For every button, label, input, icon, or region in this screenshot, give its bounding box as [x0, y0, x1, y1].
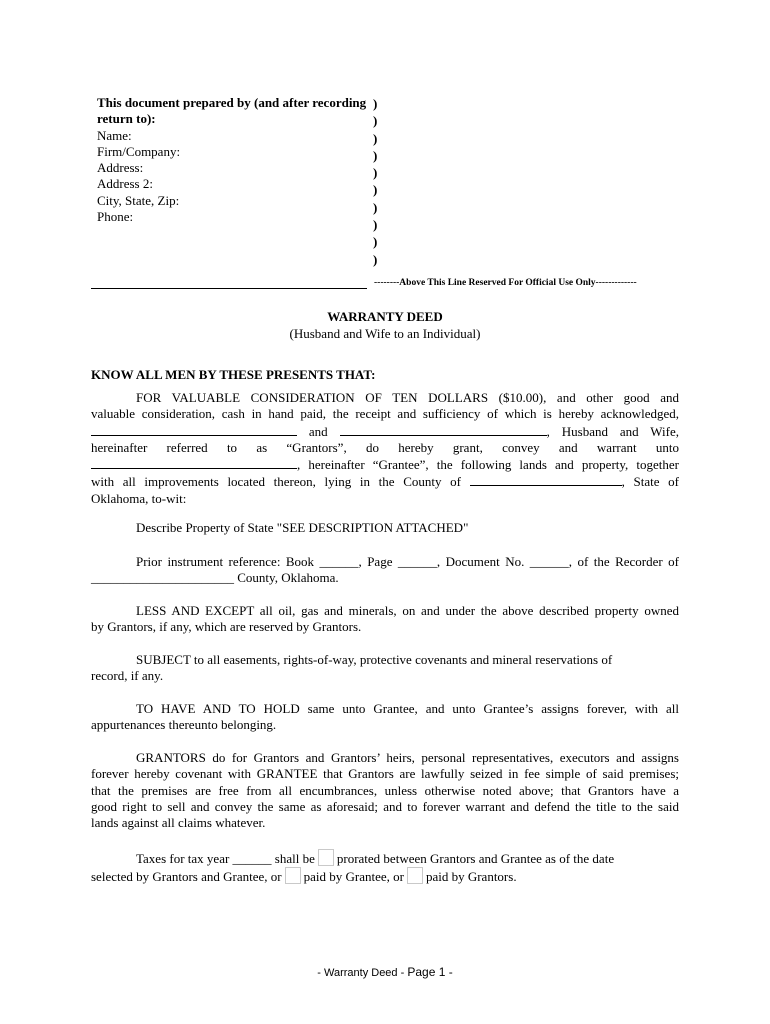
paren: ) — [373, 165, 378, 181]
page-footer — [0, 964, 770, 981]
paren: ) — [373, 217, 378, 233]
taxes-line-2 — [91, 867, 679, 885]
parenthesis-column — [373, 95, 385, 268]
prior-instrument-paragraph — [91, 554, 679, 587]
covenant-line-3: that the premises are free from all encumbrances, unless otherwise noted above; that Grantors have a — [91, 782, 679, 798]
preparer-block — [97, 95, 372, 225]
covenant-line-1: GRANTORS do for Grantors and Grantors’ heirs, personal representatives, executors and assigns — [136, 750, 679, 765]
prior-line-2: ______________________ County, Oklahoma. — [91, 570, 339, 586]
firm-company-label: Firm/Company: — [97, 143, 181, 159]
paid-by-grantors-text: paid by Grantors. — [425, 869, 517, 885]
grant-line-6 — [91, 473, 679, 490]
footer-page-number: Page 1 - — [407, 965, 453, 979]
less-line-2: by Grantors, if any, which are reserved by Grantors. — [91, 619, 362, 635]
grantee-text: , hereinafter “Grantee”, the following lands and property, together — [297, 457, 679, 473]
prorated-checkbox[interactable] — [318, 849, 334, 866]
grant-line-1: FOR VALUABLE CONSIDERATION OF TEN DOLLARS ($10.00), and other good and — [136, 390, 679, 405]
grantor-2-blank[interactable] — [340, 423, 547, 436]
husband-wife-text: , Husband and Wife, — [546, 423, 680, 439]
grant-line-4: hereinafter referred to as “Grantors”, do hereby grant, convey and warrant unto — [91, 439, 679, 455]
prepared-by-label: This document prepared by (and after recording return to): — [97, 95, 367, 127]
paren: ) — [373, 199, 378, 215]
covenant-paragraph — [91, 750, 679, 831]
habendum-line-1: TO HAVE AND TO HOLD same unto Grantee, and unto Grantee’s assigns forever, with all — [136, 701, 679, 716]
grantee-blank[interactable] — [91, 456, 297, 469]
covenant-line-5: lands against all claims whatever. — [91, 815, 266, 831]
covenant-line-2: forever hereby covenant with GRANTEE that Grantors are lawfully seized in fee simple of said premises; — [91, 766, 679, 782]
selected-text: selected by Grantors and Grantee, or — [91, 869, 282, 885]
subject-line-2: record, if any. — [91, 668, 164, 684]
official-use-line: --------Above This Line Reserved For Official Use Only------------- — [374, 278, 637, 288]
habendum-line-2: appurtenances thereunto belonging. — [91, 717, 277, 733]
footer-label: - Warranty Deed - — [317, 967, 405, 979]
and-text: and — [308, 423, 328, 439]
paren: ) — [373, 182, 378, 198]
covenant-line-4: good right to sell and convey the same as aforesaid; and to forever warrant and defend the title to the said — [91, 798, 679, 814]
grantor-1-blank[interactable] — [91, 423, 297, 436]
prorated-text: prorated between Grantors and Grantee as of the date — [336, 851, 615, 866]
know-all-men-heading: KNOW ALL MEN BY THESE PRESENTS THAT: — [91, 367, 376, 382]
paid-by-grantee-text: paid by Grantee, or — [303, 869, 404, 885]
paren: ) — [373, 96, 378, 111]
paren: ) — [373, 130, 378, 146]
grant-line-2: valuable consideration, cash in hand paid, the receipt and sufficiency of which is hereby acknowledged, — [91, 406, 679, 422]
grant-paragraph — [91, 390, 679, 507]
address2-label: Address 2: — [97, 176, 153, 192]
paren: ) — [373, 147, 378, 163]
less-and-except-paragraph — [91, 603, 679, 636]
paren: ) — [373, 251, 378, 267]
state-of-text: , State of — [621, 474, 680, 490]
grant-line-5 — [91, 456, 679, 473]
grant-line-7: Oklahoma, to-wit: — [91, 490, 187, 506]
less-line-1: LESS AND EXCEPT all oil, gas and minerals, on and under the above described property owned — [136, 603, 679, 618]
grant-line-3 — [91, 423, 679, 440]
paid-by-grantee-checkbox[interactable] — [285, 867, 301, 884]
describe-property-text: Describe Property of State "SEE DESCRIPTION ATTACHED" — [136, 520, 469, 535]
habendum-paragraph — [91, 701, 679, 734]
document-subtitle: (Husband and Wife to an Individual) — [289, 326, 481, 341]
city-state-zip-label: City, State, Zip: — [97, 192, 180, 208]
paren: ) — [373, 113, 378, 129]
paren: ) — [373, 234, 378, 250]
county-blank[interactable] — [470, 473, 622, 486]
paid-by-grantors-checkbox[interactable] — [407, 867, 423, 884]
subject-to-paragraph — [91, 652, 679, 685]
name-label: Name: — [97, 127, 132, 143]
document-title: WARRANTY DEED — [327, 309, 443, 324]
taxes-line-1 — [91, 849, 679, 867]
address-label: Address: — [97, 160, 144, 176]
prior-line-1: Prior instrument reference: Book ______, Page ______, Document No. ______, of the Recorder of — [136, 554, 679, 569]
taxes-year-text: Taxes for tax year ______ shall be — [136, 851, 315, 866]
phone-label: Phone: — [97, 209, 134, 225]
taxes-paragraph — [91, 849, 679, 886]
subject-line-1: SUBJECT to all easements, rights-of-way, protective covenants and mineral reservations of — [136, 652, 613, 667]
county-text: with all improvements located thereon, lying in the County of — [91, 474, 461, 490]
recording-divider-line — [91, 288, 367, 289]
